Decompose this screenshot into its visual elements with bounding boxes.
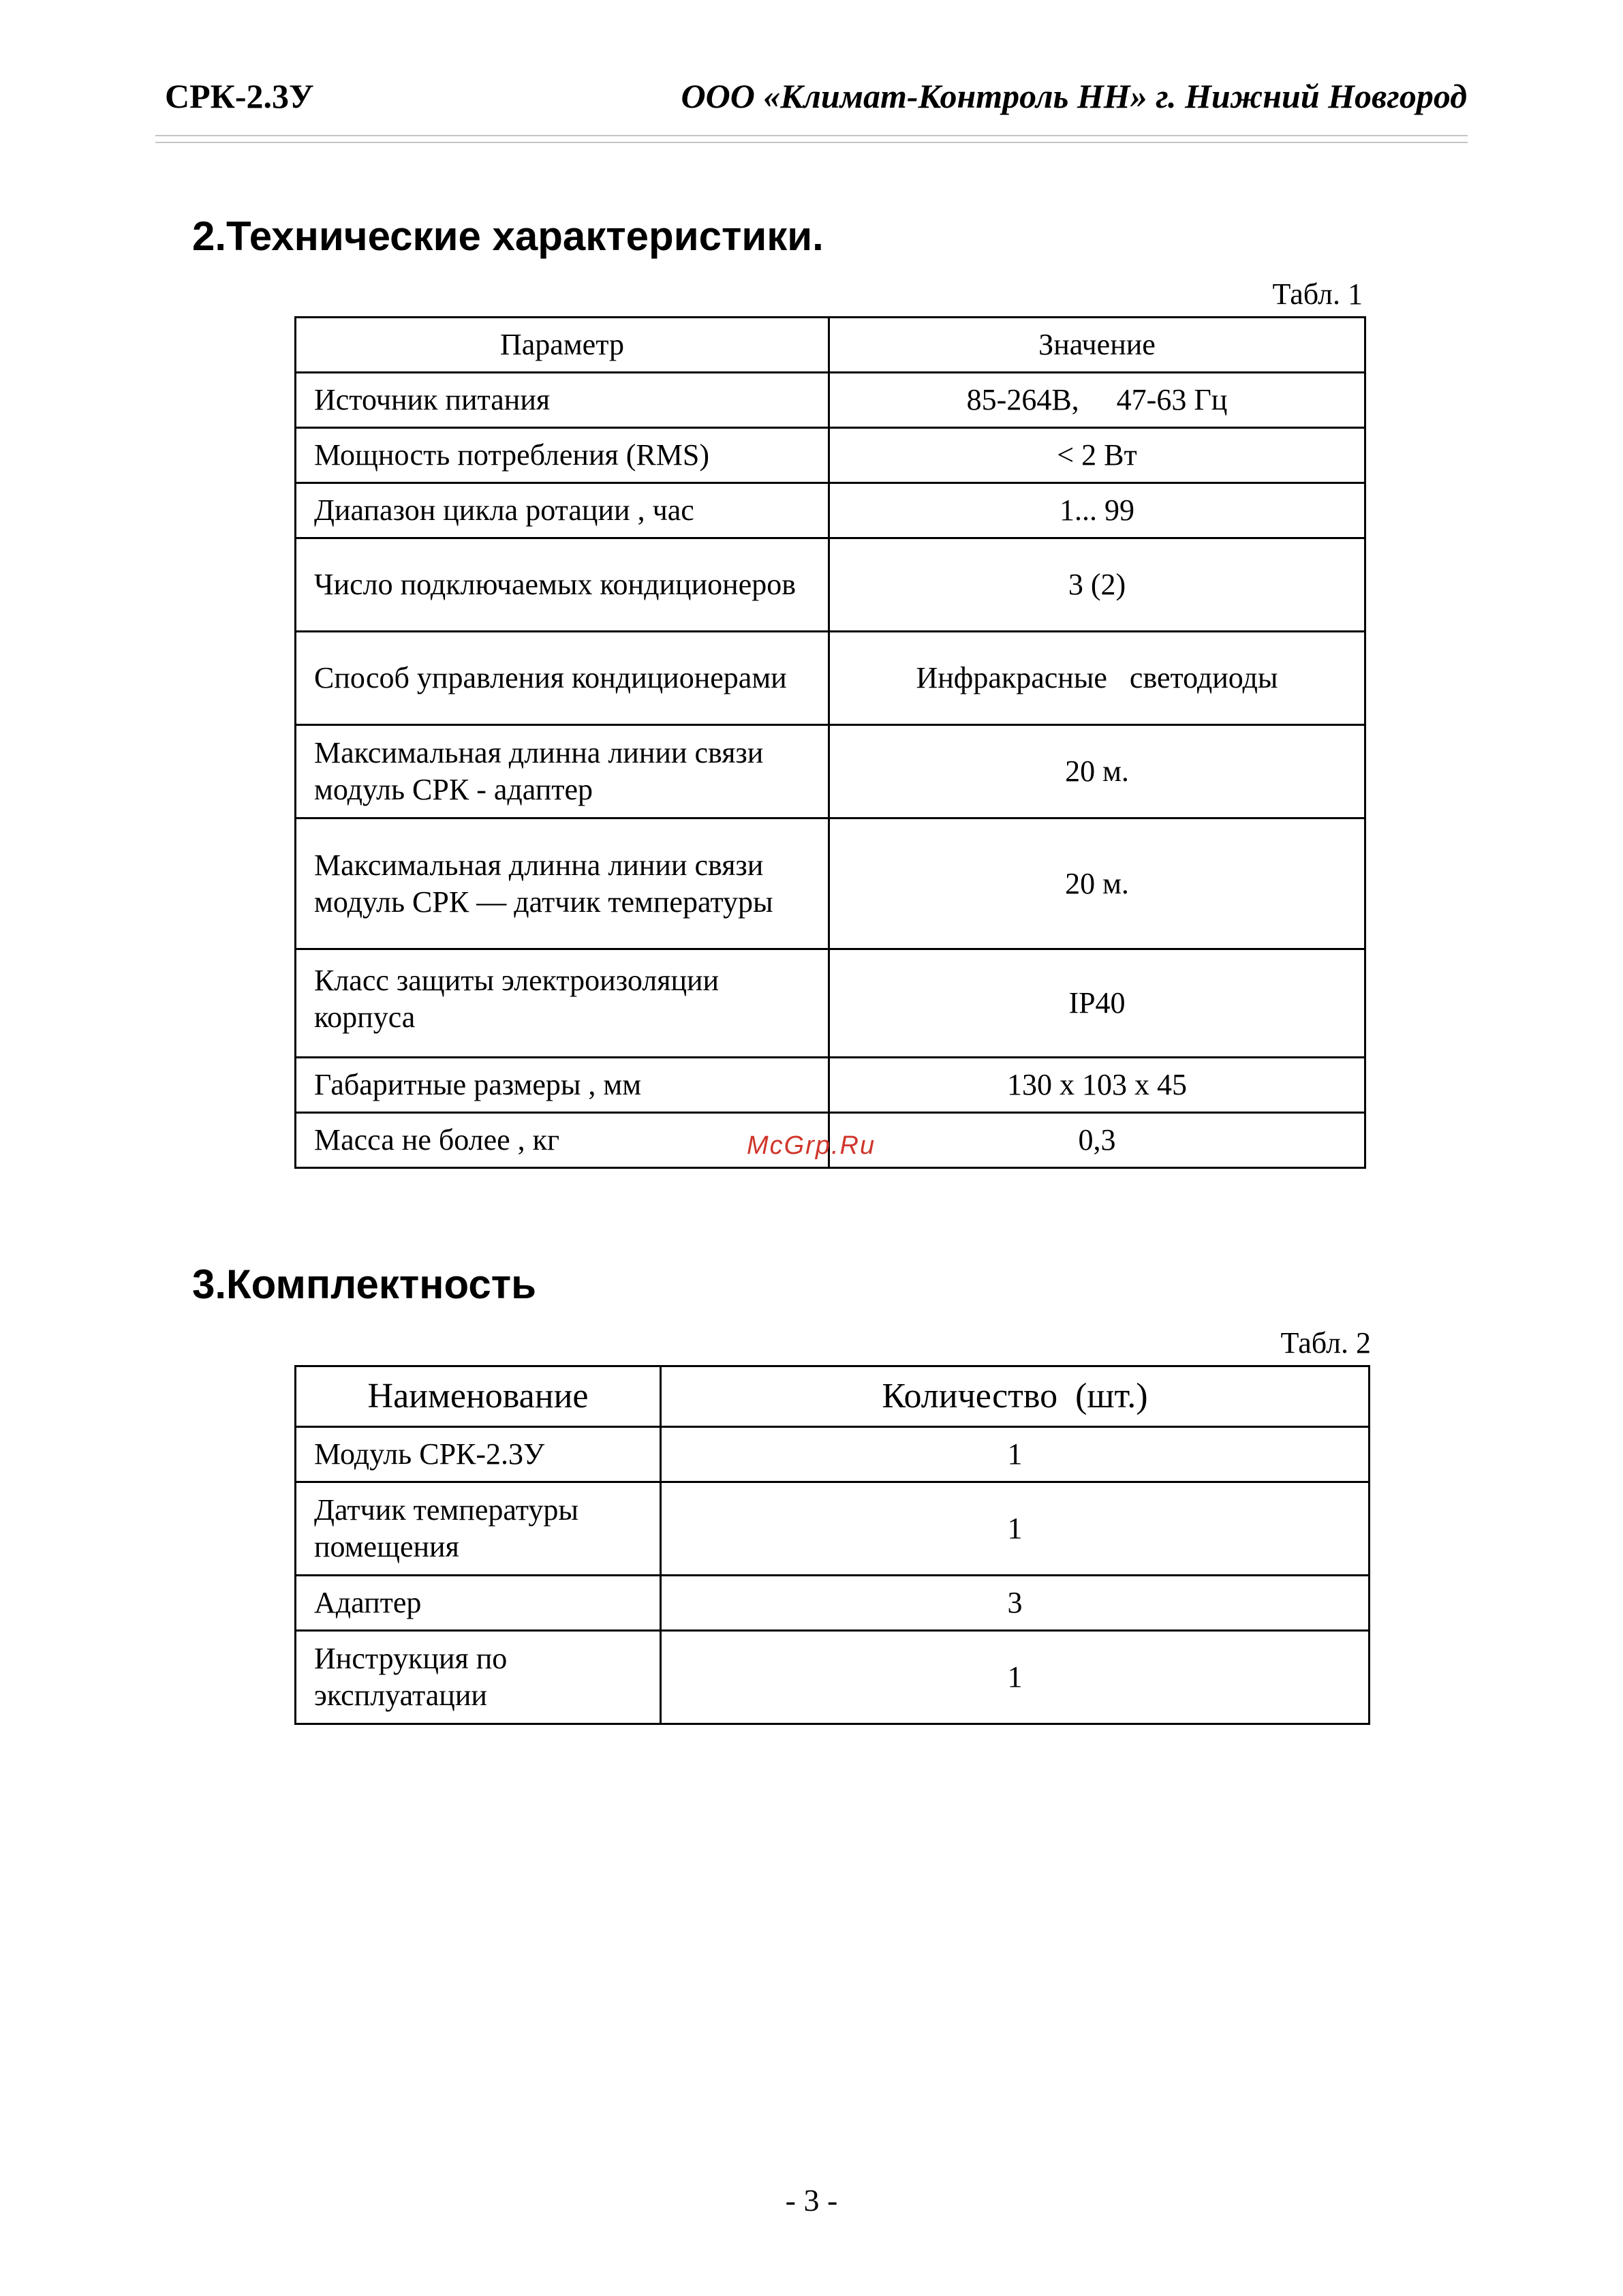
param-cell: Габаритные размеры , мм: [296, 1058, 829, 1113]
param-cell: Диапазон цикла ротации , час: [296, 483, 829, 538]
column-header-name: Наименование: [296, 1366, 661, 1427]
table-row: [296, 428, 1365, 483]
name-cell: Модуль СРК-2.3У: [296, 1427, 661, 1482]
column-header-parameter: Параметр: [296, 318, 829, 373]
table-row: [296, 1427, 1370, 1482]
param-cell: Масса не более , кг: [296, 1113, 829, 1168]
value-cell: 130 х 103 х 45: [829, 1058, 1365, 1113]
table-row: [296, 1058, 1365, 1113]
param-cell: Мощность потребления (RMS): [296, 428, 829, 483]
table-header-row: [296, 318, 1365, 373]
param-cell: Максимальная длинна линии связи модуль СРК — датчик температуры: [296, 818, 829, 949]
param-cell: Способ управления кондиционерами: [296, 632, 829, 725]
table-header-row: [296, 1366, 1370, 1427]
value-cell: 85-264В, 47-63 Гц: [829, 373, 1365, 428]
param-cell: Число подключаемых кондиционеров: [296, 538, 829, 632]
table-row: [296, 949, 1365, 1058]
table-row: [296, 538, 1365, 632]
value-cell: < 2 Вт: [829, 428, 1365, 483]
qty-cell: 1: [661, 1427, 1370, 1482]
table-row: [296, 1631, 1370, 1724]
name-cell: Датчик температуры помещения: [296, 1482, 661, 1576]
column-header-quantity: Количество (шт.): [661, 1366, 1370, 1427]
watermark-text: McGrp.Ru: [747, 1131, 876, 1160]
table-row: [296, 725, 1365, 818]
contents-table: [294, 1365, 1370, 1725]
table-row: [296, 632, 1365, 725]
table-row: [296, 373, 1365, 428]
table1-caption: Табл. 1: [1272, 277, 1363, 311]
specs-table: [294, 316, 1366, 1169]
table-row: [296, 1482, 1370, 1576]
header-divider: [155, 135, 1468, 143]
company-name: ООО «Климат-Контроль НН» г. Нижний Новгород: [681, 77, 1467, 115]
value-cell: 1... 99: [829, 483, 1365, 538]
doc-code: СРК-2.3У: [165, 77, 314, 115]
value-cell: 0,3: [829, 1113, 1365, 1168]
value-cell: 20 м.: [829, 818, 1365, 949]
column-header-value: Значение: [829, 318, 1365, 373]
table-row: [296, 483, 1365, 538]
param-cell: Класс защиты электроизоляции корпуса: [296, 949, 829, 1058]
qty-cell: 1: [661, 1482, 1370, 1576]
value-cell: 3 (2): [829, 538, 1365, 632]
page-number: - 3 -: [785, 2183, 838, 2218]
param-cell: Максимальная длинна линии связи модуль СРК - адаптер: [296, 725, 829, 818]
value-cell: 20 м.: [829, 725, 1365, 818]
qty-cell: 1: [661, 1631, 1370, 1724]
name-cell: Адаптер: [296, 1576, 661, 1631]
value-cell: Инфракрасные светодиоды: [829, 632, 1365, 725]
section-title-contents: 3.Комплектность: [192, 1261, 536, 1307]
param-cell: Источник питания: [296, 373, 829, 428]
section-title-specs: 2.Технические характеристики.: [192, 213, 824, 259]
table-row: [296, 1576, 1370, 1631]
table2-caption: Табл. 2: [1280, 1326, 1371, 1360]
qty-cell: 3: [661, 1576, 1370, 1631]
table-row: [296, 818, 1365, 949]
value-cell: IP40: [829, 949, 1365, 1058]
name-cell: Инструкция по эксплуатации: [296, 1631, 661, 1724]
